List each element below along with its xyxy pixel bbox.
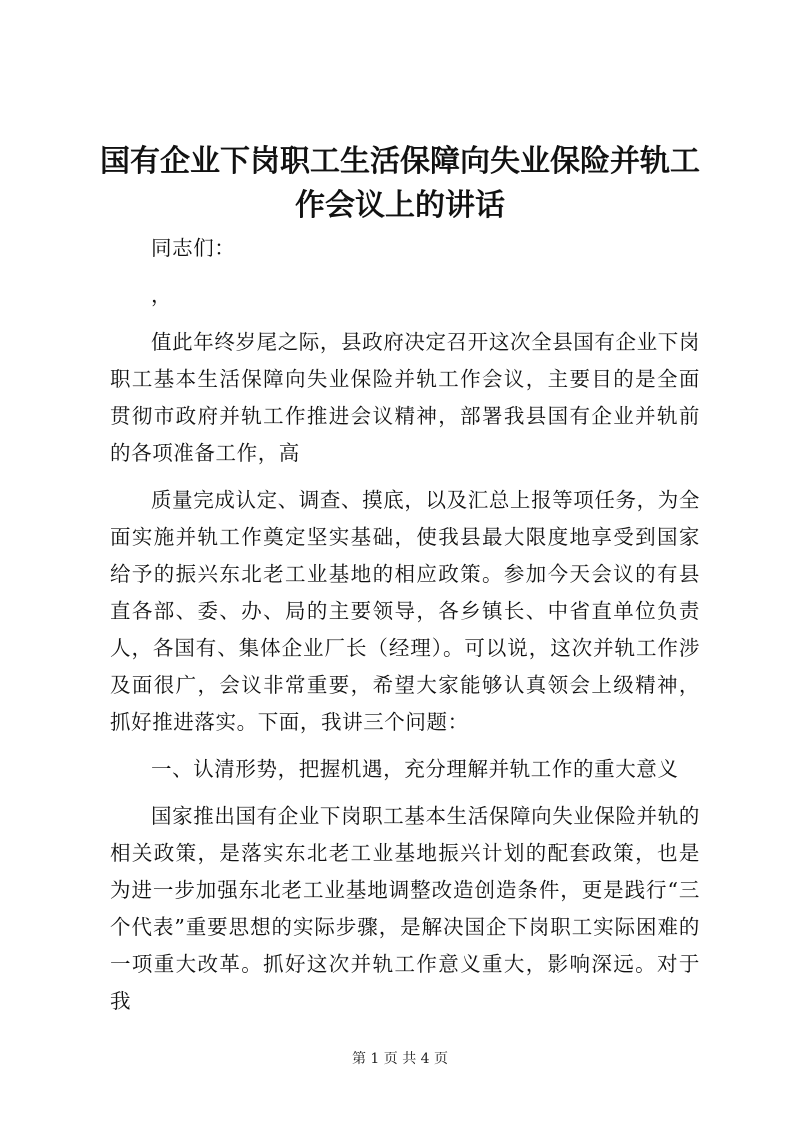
page-footer: 第 1 页 共 4 页 bbox=[351, 1051, 449, 1067]
paragraph-tasks: 质量完成认定、调查、摸底，以及汇总上报等项任务，为全面实施并轨工作奠定坚实基础，使我县最大限度地享受到国家给予的振兴东北老工业基地的相应政策。参加今天会议的有县直各部、委、办、局的主要领导，各乡镇长、中省直单位负责人，各国有、集体企业厂长（经理）。可以说，这次并轨工作涉及面很广，会议非常重要，希望大家能够认真领会上级精神，抓好推进落实。下面，我讲三个问题： bbox=[110, 488, 700, 734]
paragraph-intro: 值此年终岁尾之际，县政府决定召开这次全县国有企业下岗职工基本生活保障向失业保险并轨工作会议，主要目的是全面贯彻市政府并轨工作推进会议精神，部署我县国有企业并轨前的各项准备工作，高 bbox=[110, 330, 700, 465]
title-line-2: 作会议上的讲话 bbox=[295, 188, 505, 223]
paragraph-policy: 国家推出国有企业下岗职工基本生活保障向失业保险并轨的相关政策，是落实东北老工业基地振兴计划的配套政策，也是为进一步加强东北老工业基地调整改造创造条件，更是践行“三个代表”重要思想的实际步骤，是解决国企下岗职工实际困难的一项重大改革。抓好这次并轨工作意义重大，影响深远。对于我 bbox=[110, 804, 700, 1013]
comma-line: ， bbox=[151, 283, 173, 307]
title-line-1: 国有企业下岗职工生活保障向失业保险并轨工 bbox=[100, 144, 700, 179]
document-title bbox=[100, 140, 700, 228]
section-heading-1: 一、认清形势，把握机遇，充分理解并轨工作的重大意义 bbox=[151, 757, 679, 781]
salutation: 同志们： bbox=[151, 236, 236, 260]
document-body bbox=[110, 230, 700, 1020]
